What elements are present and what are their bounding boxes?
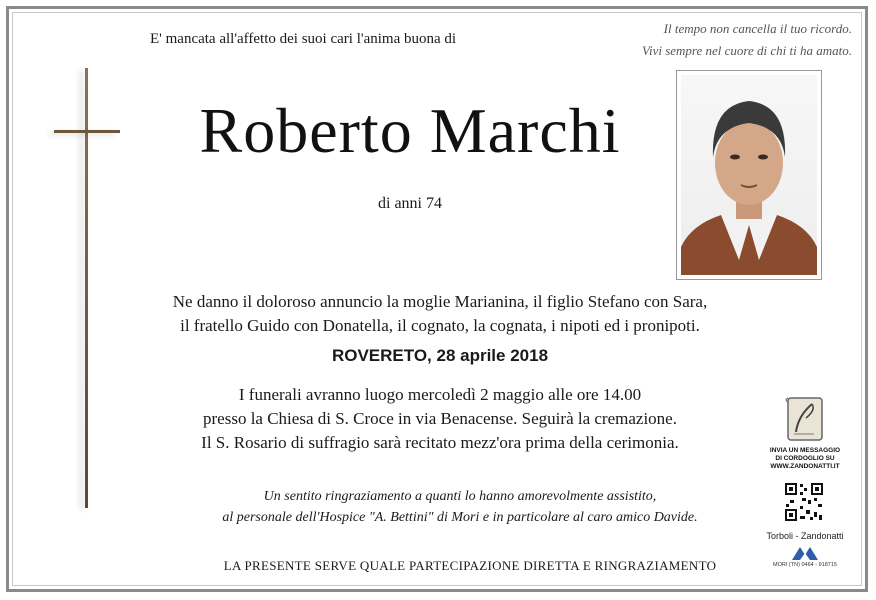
quote-line-1: Il tempo non cancella il tuo ricordo. (663, 21, 852, 36)
thanks-line-2: al personale dell'Hospice "A. Bettini" di Mori e in particolare al caro amico Davide. (222, 510, 698, 525)
intro-text: E' mancata all'affetto dei suoi cari l'anima buona di (150, 31, 457, 47)
funeral-line-1: I funerali avranno luogo mercoledì 2 maggio alle ore 14.00 (238, 385, 642, 404)
portrait-frame (676, 70, 822, 280)
announcement (120, 290, 760, 338)
portrait-icon (681, 75, 817, 275)
message-line-1: INVIA UN MESSAGGIO (769, 447, 841, 454)
funeral-line-2: presso la Chiesa di S. Croce in via Benacense. Seguirà la cremazione. (203, 409, 677, 428)
brand-name: Torboli - Zandonatti (766, 531, 844, 541)
announcement-line-1: Ne danno il doloroso annuncio la moglie Marianina, il figlio Stefano con Sara, (172, 292, 708, 311)
message-link[interactable] (762, 447, 848, 471)
thanks-message (120, 486, 800, 528)
brand-contact: MORI (TN) 0464 - 918715 (773, 562, 837, 568)
scroll-quill-icon[interactable] (784, 394, 826, 444)
cross-icon-horizontal (54, 130, 120, 133)
thanks-line-1: Un sentito ringraziamento a quanti lo hanno amorevolmente assistito, (263, 489, 657, 504)
footer-note: LA PRESENTE SERVE QUALE PARTECIPAZIONE DIRETTA E RINGRAZIAMENTO (223, 558, 717, 573)
funeral-line-3: Il S. Rosario di suffragio sarà recitato mezz'ora prima della cerimonia. (201, 433, 679, 452)
message-line-3: WWW.ZANDONATTI.IT (770, 463, 840, 470)
announcement-line-2: il fratello Guido con Donatella, il cognato, la cognata, i nipoti ed i pronipoti. (180, 316, 700, 335)
cross-icon-vertical (85, 68, 88, 508)
funeral-details (120, 383, 760, 455)
quote-line-2: Vivi sempre nel cuore di chi ti ha amato. (642, 43, 852, 58)
dateline: ROVERETO, 28 aprile 2018 (331, 346, 549, 365)
message-line-2: DI CORDOGLIO SU (775, 455, 835, 462)
memorial-quote (642, 18, 852, 62)
deceased-age: di anni 74 (378, 195, 442, 212)
brand-logo-icon (790, 545, 820, 561)
deceased-name: Roberto Marchi (199, 95, 621, 166)
qr-code-icon[interactable] (784, 482, 824, 522)
portrait-photo (681, 75, 817, 275)
